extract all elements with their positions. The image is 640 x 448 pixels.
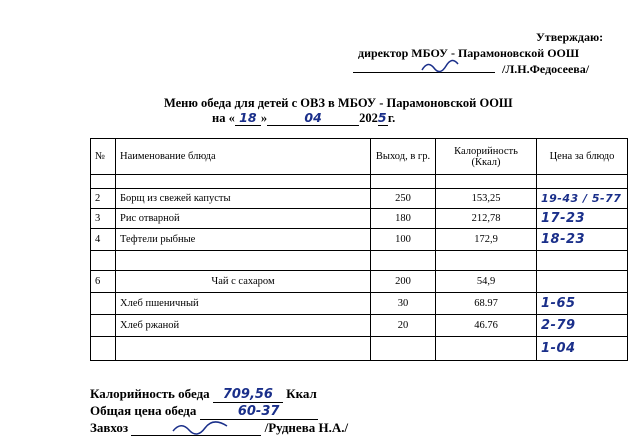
menu-title: Меню обеда для детей с ОВЗ в МБОУ - Парамоновской ООШ	[164, 96, 513, 110]
cell-kcal: 54,9	[436, 271, 537, 293]
table-row	[91, 251, 628, 271]
table-row	[91, 271, 628, 293]
approval-title: Утверждаю:	[536, 30, 604, 44]
cell-output: 100	[371, 229, 436, 251]
cell-output	[371, 337, 436, 361]
cell-kcal	[436, 175, 537, 189]
cell-num: 2	[91, 189, 116, 209]
manager-name: /Руднева Н.А./	[264, 420, 349, 435]
price-value: 60-37	[200, 404, 318, 420]
date-suffix: г.	[387, 111, 396, 125]
cell-price: 1-65	[537, 293, 628, 315]
cell-price	[537, 271, 628, 293]
col-name-header: Наименование блюда	[116, 139, 371, 175]
cell-output	[371, 175, 436, 189]
table-row	[91, 209, 628, 229]
footer-manager	[90, 420, 348, 436]
cell-kcal: 153,25	[436, 189, 537, 209]
cell-price: 2-79	[537, 315, 628, 337]
date-day: 18	[235, 110, 261, 126]
cell-price	[537, 175, 628, 189]
cell-kcal: 172,9	[436, 229, 537, 251]
cell-price: 19-43 / 5-77	[537, 189, 628, 209]
table-row	[91, 337, 628, 361]
col-price-header: Цена за блюдо	[537, 139, 628, 175]
footer-price	[90, 403, 318, 420]
cell-name	[116, 175, 371, 189]
cell-name: Хлеб ржаной	[116, 315, 371, 337]
cell-num	[91, 251, 116, 271]
cell-name: Тефтели рыбные	[116, 229, 371, 251]
cell-num	[91, 315, 116, 337]
table-row	[91, 175, 628, 189]
cell-num	[91, 175, 116, 189]
table-row	[91, 189, 628, 209]
cell-output: 200	[371, 271, 436, 293]
cell-num	[91, 293, 116, 315]
table-row	[91, 315, 628, 337]
approval-name: /Л.Н.Федосеева/	[502, 62, 590, 76]
cell-price: 1-04	[537, 337, 628, 361]
kcal-label: Калорийность обеда	[90, 386, 210, 401]
menu-date	[212, 110, 395, 126]
cell-output: 30	[371, 293, 436, 315]
manager-signature-line	[131, 421, 261, 436]
menu-table	[90, 138, 628, 361]
date-mid: »	[260, 111, 268, 125]
cell-price: 18-23	[537, 229, 628, 251]
cell-output	[371, 251, 436, 271]
cell-name: Чай с сахаром	[116, 271, 371, 293]
manager-signature-image	[171, 421, 231, 435]
cell-output: 20	[371, 315, 436, 337]
date-year-prefix: 202	[359, 111, 378, 125]
table-header-row	[91, 139, 628, 175]
date-month: 04	[267, 110, 359, 126]
date-prefix: на «	[212, 111, 235, 125]
table-row	[91, 293, 628, 315]
cell-kcal: 212,78	[436, 209, 537, 229]
footer-kcal	[90, 386, 317, 403]
kcal-value: 709,56	[213, 387, 283, 403]
cell-kcal	[436, 337, 537, 361]
cell-kcal: 68.97	[436, 293, 537, 315]
kcal-unit: Ккал	[286, 386, 317, 401]
cell-num: 4	[91, 229, 116, 251]
cell-name	[116, 251, 371, 271]
cell-kcal: 46.76	[436, 315, 537, 337]
col-num-header: №	[91, 139, 116, 175]
cell-num: 6	[91, 271, 116, 293]
cell-output: 250	[371, 189, 436, 209]
cell-num	[91, 337, 116, 361]
col-output-header: Выход, в гр.	[371, 139, 436, 175]
col-kcal-header: Калорийность (Ккал)	[436, 139, 537, 175]
cell-kcal	[436, 251, 537, 271]
cell-output: 180	[371, 209, 436, 229]
date-year-digit: 5	[377, 110, 387, 125]
approval-position: директор МБОУ - Парамоновской ООШ	[358, 46, 580, 60]
cell-price: 17-23	[537, 209, 628, 229]
cell-price	[537, 251, 628, 271]
manager-label: Завхоз	[90, 420, 129, 435]
cell-num: 3	[91, 209, 116, 229]
cell-name: Борщ из свежей капусты	[116, 189, 371, 209]
cell-name: Хлеб пшеничный	[116, 293, 371, 315]
signature-image	[420, 58, 460, 79]
table-row	[91, 229, 628, 251]
cell-name: Рис отварной	[116, 209, 371, 229]
cell-name	[116, 337, 371, 361]
price-label: Общая цена обеда	[90, 403, 197, 418]
